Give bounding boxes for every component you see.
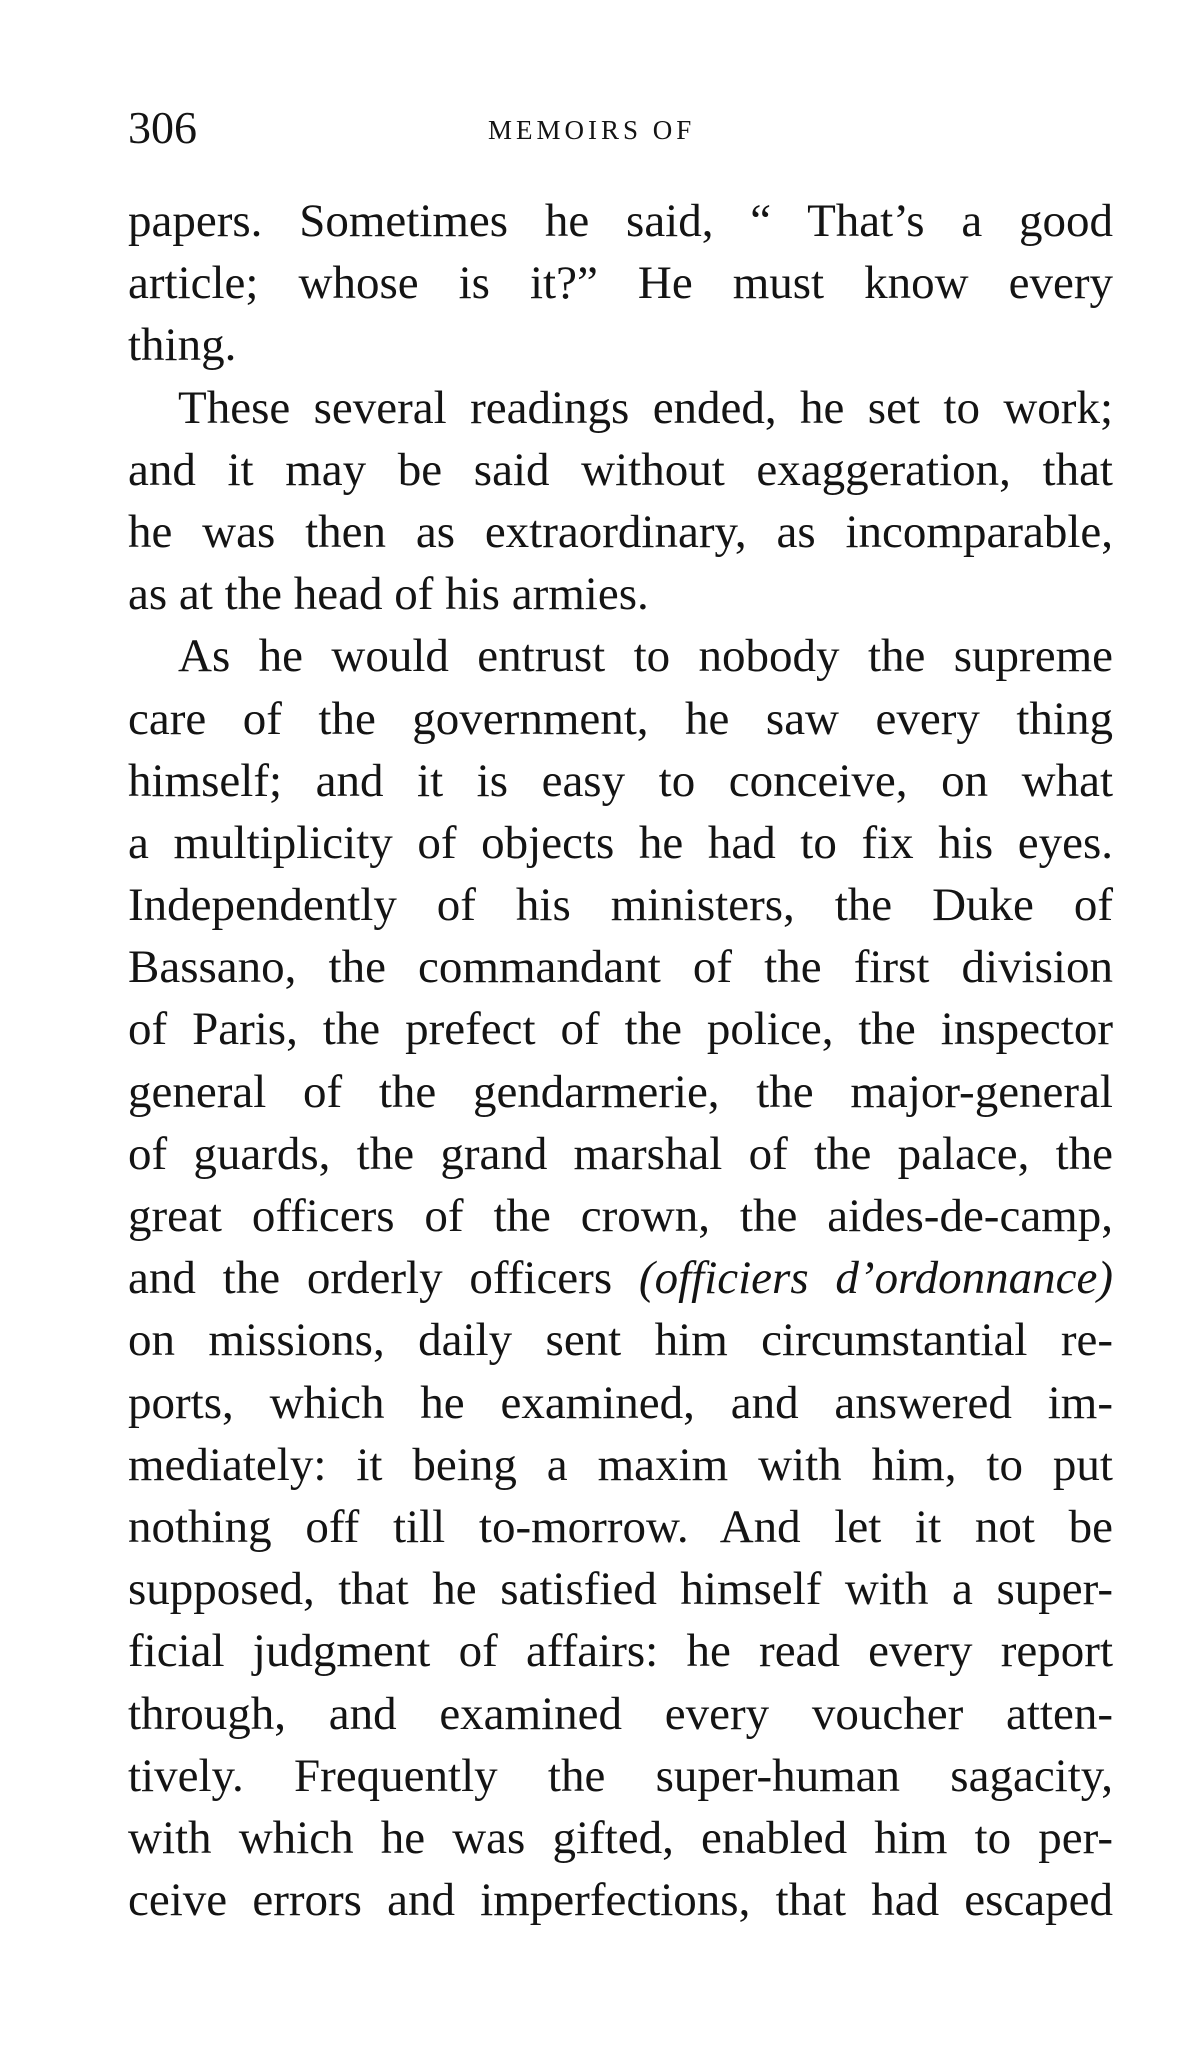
running-title: MEMOIRS OF [488, 115, 696, 145]
text-line: of Paris, the prefect of the police, the inspector [128, 1003, 1113, 1056]
text-line: These several readings ended, he set to work; [178, 381, 1113, 434]
text-line: of guards, the grand marshal of the palace, the [128, 1127, 1113, 1180]
text-line: Bassano, the commandant of the first division [128, 941, 1113, 994]
text-line: and it may be said without exaggeration, that [128, 443, 1113, 496]
text-line: as at the head of his armies. [128, 568, 649, 621]
text-line-segment: and the orderly officers [128, 1252, 613, 1305]
text-line-with-italic [128, 1247, 1113, 1309]
text-line: general of the gendarmerie, the major-general [128, 1065, 1113, 1118]
text-line: care of the government, he saw every thing [128, 692, 1113, 745]
page-number: 306 [128, 102, 197, 153]
text-line: supposed, that he satisfied himself with a super- [128, 1563, 1113, 1616]
text-line: papers. Sometimes he said, “ That’s a good [128, 195, 1113, 247]
text-line: tively. Frequently the super-human sagacity, [128, 1749, 1113, 1802]
text-line: a multiplicity of objects he had to fix his eyes. [128, 816, 1113, 869]
page-header [128, 98, 1108, 158]
text-line: thing. [128, 319, 237, 372]
text-line: great officers of the crown, the aides-de-camp, [128, 1190, 1113, 1242]
text-line: on missions, daily sent him circumstantial re- [128, 1314, 1113, 1367]
italic-phrase: (officiers d’ordonnance) [638, 1252, 1113, 1305]
text-line: nothing off till to-morrow. And let it not be [128, 1500, 1113, 1553]
text-line: himself; and it is easy to conceive, on what [128, 754, 1113, 807]
text-line: through, and examined every voucher atten- [128, 1687, 1113, 1740]
text-line: ficial judgment of affairs: he read every report [128, 1625, 1113, 1678]
text-line: he was then as extraordinary, as incomparable, [128, 505, 1113, 558]
text-line: Independently of his ministers, the Duke of [128, 879, 1113, 932]
text-line: ceive errors and imperfections, that had escaped [128, 1874, 1113, 1927]
text-line: As he would entrust to nobody the supreme [178, 630, 1113, 683]
text-line: mediately: it being a maxim with him, to put [128, 1438, 1113, 1491]
text-line: ports, which he examined, and answered im- [128, 1376, 1113, 1429]
text-line: with which he was gifted, enabled him to per- [128, 1811, 1113, 1864]
body-text [128, 190, 1113, 1931]
text-line: article; whose is it?” He must know every [128, 257, 1113, 310]
